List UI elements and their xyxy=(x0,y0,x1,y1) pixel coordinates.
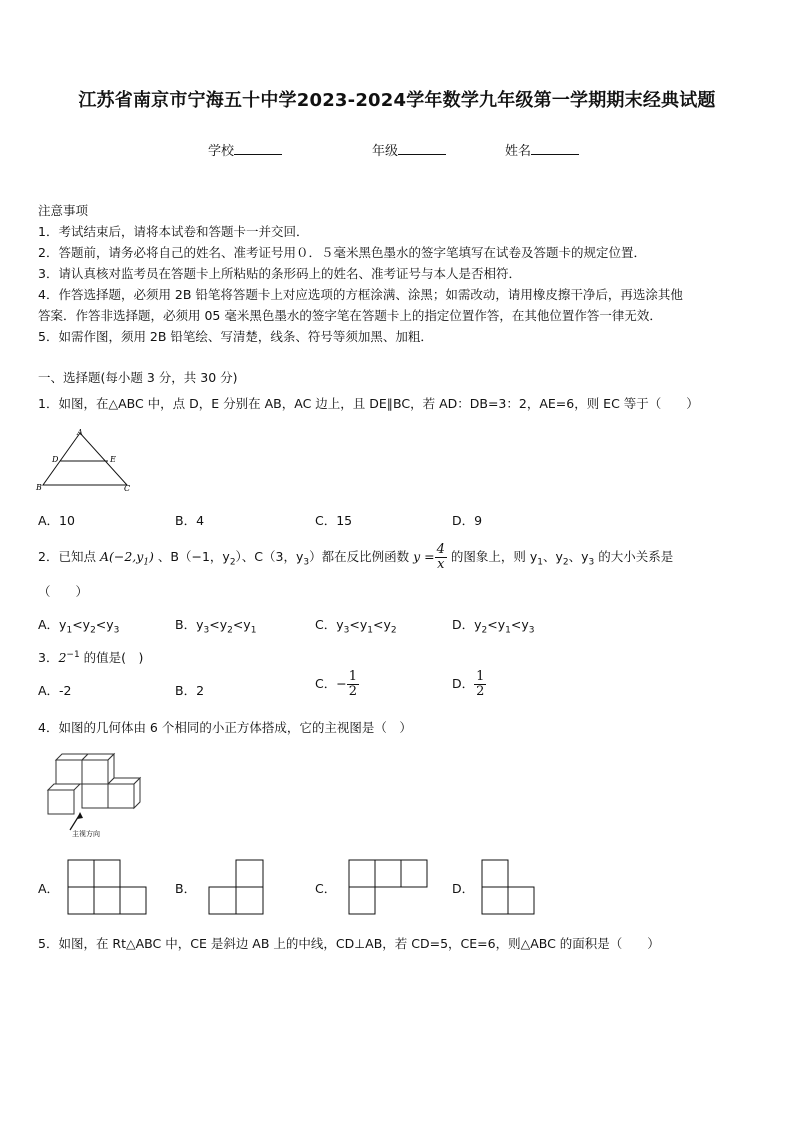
opt-text: <y xyxy=(372,617,391,632)
question-3-text xyxy=(38,645,143,668)
q3-option-a[interactable]: A．-2 xyxy=(38,683,72,698)
q2-sub: 2 xyxy=(229,557,236,568)
school-blank[interactable] xyxy=(234,142,282,155)
opt-text: D． xyxy=(452,676,475,691)
note-item: 5．如需作图，须用 2B 铅笔绘、写清楚，线条、符号等须加黑、加粗． xyxy=(38,329,433,344)
school-label: 学校 xyxy=(208,144,235,159)
section-heading: 一、选择题(每小题 3 分，共 30 分) xyxy=(38,370,238,385)
q2-func-y: y = xyxy=(413,549,435,564)
question-1-text: 1．如图，在△ABC 中，点 D，E 分别在 AB，AC 边上，且 DE∥BC，若 AD：DB=3：2，AE=6，则 EC 等于（ ） xyxy=(38,396,699,411)
opt-text: <y xyxy=(95,617,114,632)
opt-sub: 1 xyxy=(250,625,257,636)
q3-d-fraction xyxy=(474,670,486,699)
name-field[interactable] xyxy=(505,140,579,159)
q2-option-a[interactable] xyxy=(38,615,119,636)
opt-sub: 3 xyxy=(343,625,350,636)
vertex-d-label: D xyxy=(52,455,59,464)
view-direction-label: 主视方向 xyxy=(72,830,100,838)
opt-sub: 3 xyxy=(528,625,535,636)
vertex-c-label: C xyxy=(124,484,131,493)
frac-den: 2 xyxy=(348,684,357,699)
q1-option-b[interactable]: B．4 xyxy=(175,513,205,528)
q2-sub: 1 xyxy=(537,557,543,568)
opt-text: <y xyxy=(487,617,506,632)
q1-option-d[interactable]: D．9 xyxy=(452,513,483,528)
question-4-text: 4．如图的几何体由 6 个相同的小正方体搭成，它的主视图是（ ） xyxy=(38,720,412,735)
school-field[interactable] xyxy=(208,140,282,159)
q2-fraction xyxy=(435,543,447,572)
q3-suffix: 的值是( ) xyxy=(79,650,144,666)
opt-text: C．− xyxy=(315,676,347,691)
q1-option-a[interactable]: A．10 xyxy=(38,513,75,528)
name-blank[interactable] xyxy=(531,142,579,155)
q4-b-grid xyxy=(209,860,265,916)
page-title: 江苏省南京市宁海五十中学2023-2024学年数学九年级第一学期期末经典试题 xyxy=(78,90,716,111)
q1-option-c[interactable]: C．15 xyxy=(315,513,353,528)
q2-option-b[interactable] xyxy=(175,615,256,636)
q4-a-grid xyxy=(68,860,148,916)
opt-sub: 2 xyxy=(390,625,397,636)
q4-option-b[interactable]: B． xyxy=(175,881,197,896)
q2-sub: 1 xyxy=(143,557,150,568)
q2-option-c[interactable] xyxy=(315,615,397,636)
opt-sub: 1 xyxy=(505,625,511,636)
opt-text: B．y xyxy=(175,617,204,632)
opt-text: <y xyxy=(209,617,228,632)
frac-num: 1 xyxy=(348,669,357,684)
q4-option-c[interactable]: C． xyxy=(315,881,337,896)
q2-sub: 3 xyxy=(588,557,595,568)
frac-den: 2 xyxy=(476,684,485,699)
q4-c-grid xyxy=(349,860,429,916)
opt-sub: 2 xyxy=(481,625,488,636)
q2-option-d[interactable] xyxy=(452,615,534,636)
q3-option-d[interactable] xyxy=(452,670,486,699)
opt-sub: 1 xyxy=(66,625,73,636)
question-5-text: 5．如图，在 Rt△ABC 中，CE 是斜边 AB 上的中线，CD⊥AB，若 CD=5，CE=6，则△ABC 的面积是（ ） xyxy=(38,936,660,951)
grade-field[interactable] xyxy=(372,140,446,159)
cube-figure xyxy=(44,752,144,842)
opt-sub: 3 xyxy=(113,625,120,636)
q3-option-c[interactable] xyxy=(315,670,359,699)
question-2-text xyxy=(38,543,673,575)
q2-suffix3: 、y xyxy=(568,549,589,564)
opt-sub: 2 xyxy=(227,625,233,636)
q3-option-b[interactable]: B．2 xyxy=(175,683,205,698)
opt-text: C．y xyxy=(315,617,344,632)
q2-sub: 3 xyxy=(303,557,310,568)
q3-exponent: −1 xyxy=(66,650,80,660)
q2-frac-num: 4 xyxy=(436,542,445,557)
q2-middle2: ）、C（3，y xyxy=(235,549,304,564)
q2-middle3: ）都在反比例函数 xyxy=(309,549,414,564)
note-item: 答案．作答非选择题，必须用 05 毫米黑色墨水的签字笔在答题卡上的指定位置作答，在其他位置作答一律无效． xyxy=(38,308,662,323)
opt-sub: 2 xyxy=(90,625,96,636)
q3-c-fraction xyxy=(347,670,359,699)
q2-suffix2: 、y xyxy=(543,549,563,564)
vertex-e-label: E xyxy=(110,455,116,464)
q2-suffix: 的图象上，则 y xyxy=(446,549,538,564)
grade-label: 年级 xyxy=(372,144,399,159)
q3-prefix: 3． xyxy=(38,650,59,666)
q2-middle: 、B（−1，y xyxy=(153,549,230,564)
note-item: 3．请认真核对监考员在答题卡上所粘贴的条形码上的姓名、准考证号与本人是否相符． xyxy=(38,266,521,281)
q4-option-d[interactable]: D． xyxy=(452,881,475,896)
q2-prefix: 2．已知点 xyxy=(38,549,100,564)
q2-sub: 2 xyxy=(562,557,569,568)
vertex-a-label: A xyxy=(77,428,83,437)
grade-blank[interactable] xyxy=(398,142,446,155)
opt-text: <y xyxy=(72,617,91,632)
q3-base: 2 xyxy=(58,650,67,666)
q2-frac-den: x xyxy=(437,557,445,572)
name-label: 姓名 xyxy=(505,144,532,159)
notes-heading: 注意事项 xyxy=(38,203,89,218)
opt-text: <y xyxy=(349,617,368,632)
opt-text: A．y xyxy=(38,617,67,632)
q2-point-a-close: ) xyxy=(149,549,154,564)
note-item: 1．考试结束后，请将本试卷和答题卡一并交回． xyxy=(38,224,309,239)
opt-text: D．y xyxy=(452,617,482,632)
opt-text: <y xyxy=(232,617,251,632)
q4-option-a[interactable]: A． xyxy=(38,881,60,896)
note-item: 4．作答选择题，必须用 2B 铅笔将答题卡上对应选项的方框涂满、涂黑；如需改动，请用橡皮擦干净后，再选涂其他 xyxy=(38,287,683,302)
q2-point-a: A(−2,y xyxy=(99,549,144,564)
q4-d-grid xyxy=(482,860,538,916)
q2-answer-paren: （ ） xyxy=(38,584,89,599)
frac-num: 1 xyxy=(476,669,485,684)
opt-sub: 1 xyxy=(367,625,373,636)
triangle-figure xyxy=(38,426,138,496)
opt-sub: 3 xyxy=(203,625,210,636)
opt-text: <y xyxy=(510,617,529,632)
note-item: 2．答题前，请务必将自己的姓名、准考证号用０．５毫米黑色墨水的签字笔填写在试卷及答题卡的规定位置． xyxy=(38,245,646,260)
vertex-b-label: B xyxy=(36,483,42,492)
q2-suffix4: 的大小关系是 xyxy=(594,549,674,564)
